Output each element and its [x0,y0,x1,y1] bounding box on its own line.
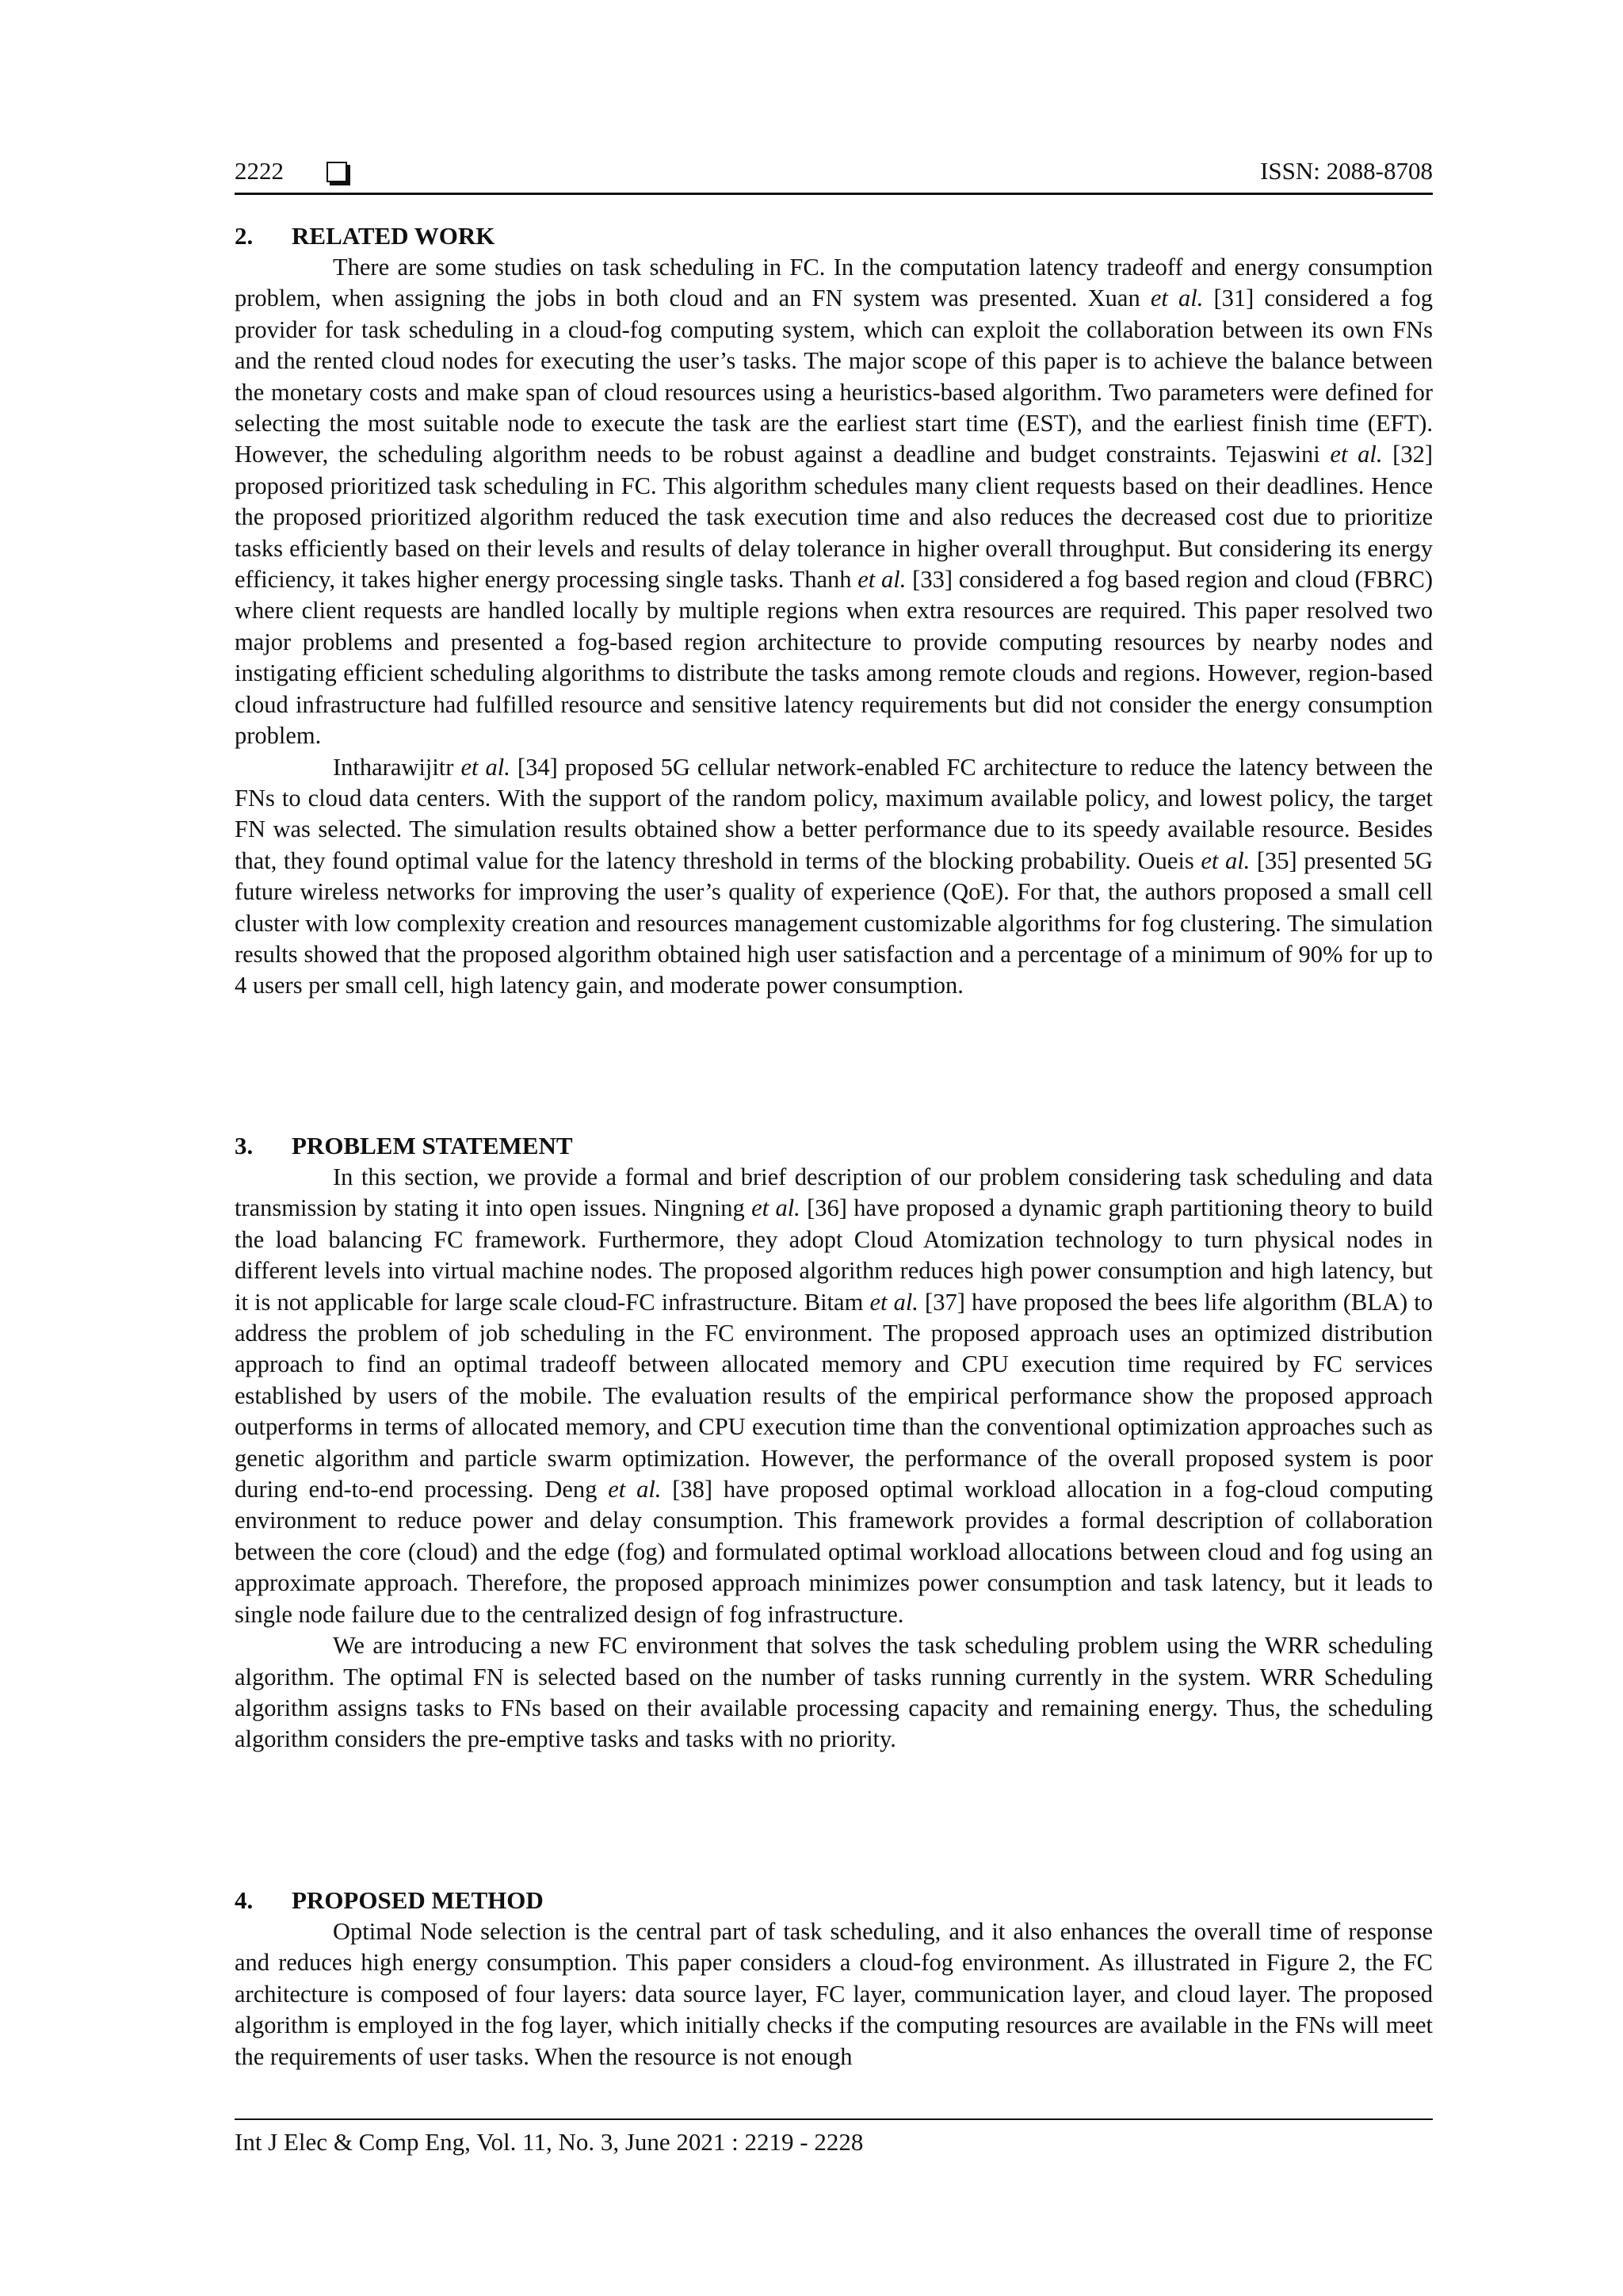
paragraph: We are introducing a new FC environment that solves the task scheduling problem using the WRR scheduling algorithm. The optimal FN is selected based on the number of tasks running currently in the system. WRR Scheduling algorithm assigns tasks to FNs based on their available processing capacity and remaining energy. Thus, the scheduling algorithm considers the pre-emptive tasks and tasks with no priority. [235,1632,1433,1753]
paragraph: Optimal Node selection is the central part of task scheduling, and it also enhances the overall time of response and reduces high energy consumption. This paper considers a cloud-fog environment. As illustrated in Figure 2, the FC architecture is composed of four layers: data source layer, FC layer, communication layer, and cloud layer. The proposed algorithm is employed in the fog layer, which initially checks if the computing resources are available in the FNs will meet the requirements of user tasks. When the resource is not enough [235,1918,1433,2070]
footer-citation: Int J Elec & Comp Eng, Vol. 11, No. 3, June 2021 : 2219 - 2228 [235,2128,864,2156]
section-body-problem-statement [235,1162,1433,1755]
section-number: 2. [235,222,254,250]
header-rule [235,193,1433,195]
section-heading-proposed-method [235,1885,1433,1916]
checkbox-square-icon [327,162,347,182]
section-body-related-work [235,252,1433,1002]
section-heading-related-work [235,220,1433,252]
section-title: PROBLEM STATEMENT [292,1132,573,1159]
issn-label: ISSN: 2088-8708 [1260,157,1433,185]
paragraph: In this section, we provide a formal and brief description of our problem considering task scheduling and data transmission by stating it into open issues. Ningning et al. [36] have proposed a dynamic graph partitioning theory to build the load balancing FC framework. Furthermore, they adopt Cloud Atomization technology to turn physical nodes in different levels into virtual machine nodes. The proposed algorithm reduces high power consumption and high latency, but it is not applicable for large scale cloud-FC infrastructure. Bitam et al. [37] have proposed the bees life algorithm (BLA) to address the problem of job scheduling in the FC environment. The proposed approach uses an optimized distribution approach to find an optimal tradeoff between allocated memory and CPU execution time required by FC services established by users of the mobile. The evaluation results of the empirical performance show the proposed approach outperforms in terms of allocated memory, and CPU execution time than the conventional optimization approaches such as genetic algorithm and particle swarm optimization. However, the performance of the overall proposed system is poor during end-to-end processing. Deng et al. [38] have proposed optimal workload allocation in a fog-cloud computing environment to reduce power and delay consumption. This framework provides a formal description of collaboration between the core (cloud) and the edge (fog) and formulated optimal workload allocations between cloud and fog using an approximate approach. Therefore, the proposed approach minimizes power consumption and task latency, but it leads to single node failure due to the centralized design of fog infrastructure. [235,1163,1433,1628]
paragraph: There are some studies on task scheduling in FC. In the computation latency tradeoff and energy consumption problem, when assigning the jobs in both cloud and an FN system was presented. Xuan et al. [31] considered a fog provider for task scheduling in a cloud-fog computing system, which can exploit the collaboration between its own FNs and the rented cloud nodes for executing the user’s tasks. The major scope of this paper is to achieve the balance between the monetary costs and make span of cloud resources using a heuristics-based algorithm. Two parameters were defined for selecting the most suitable node to execute the task are the earliest start time (EST), and the earliest finish time (EFT). However, the scheduling algorithm needs to be robust against a deadline and budget constraints. Tejaswini et al. [32] proposed prioritized task scheduling in FC. This algorithm schedules many client requests based on their deadlines. Hence the proposed prioritized algorithm reduced the task execution time and also reduces the decreased cost due to prioritize tasks efficiently based on their levels and results of delay tolerance in higher overall throughput. But considering its energy efficiency, it takes higher energy processing single tasks. Thanh et al. [33] considered a fog based region and cloud (FBRC) where client requests are handled locally by multiple regions when extra resources are required. This paper resolved two major problems and presented a fog-based region architecture to provide computing resources by nearby nodes and instigating efficient scheduling algorithms to distribute the tasks among remote clouds and regions. However, region-based cloud infrastructure had fulfilled resource and sensitive latency requirements but did not consider the energy consumption problem. [235,254,1434,750]
page-number: 2222 [235,157,284,185]
section-title: PROPOSED METHOD [292,1886,544,1914]
section-number: 3. [235,1132,254,1159]
section-title: RELATED WORK [292,222,495,250]
section-body-proposed-method [235,1916,1433,2073]
footer-rule [235,2118,1433,2120]
section-number: 4. [235,1886,254,1914]
page-header [235,155,1433,195]
paragraph: Intharawijitr et al. [34] proposed 5G cellular network-enabled FC architecture to reduce the latency between the FNs to cloud data centers. With the support of the random policy, maximum available policy, and lowest policy, the target FN was selected. The simulation results obtained show a better performance due to its speedy available resource. Besides that, they found optimal value for the latency threshold in terms of the blocking probability. Oueis et al. [35] presented 5G future wireless networks for improving the user’s quality of experience (QoE). For that, the authors proposed a small cell cluster with low complexity creation and resources management customizable algorithms for fog clustering. The simulation results showed that the proposed algorithm obtained high user satisfaction and a percentage of a minimum of 90% for up to 4 users per small cell, high latency gain, and moderate power consumption. [235,753,1433,999]
section-heading-problem-statement [235,1130,1433,1162]
